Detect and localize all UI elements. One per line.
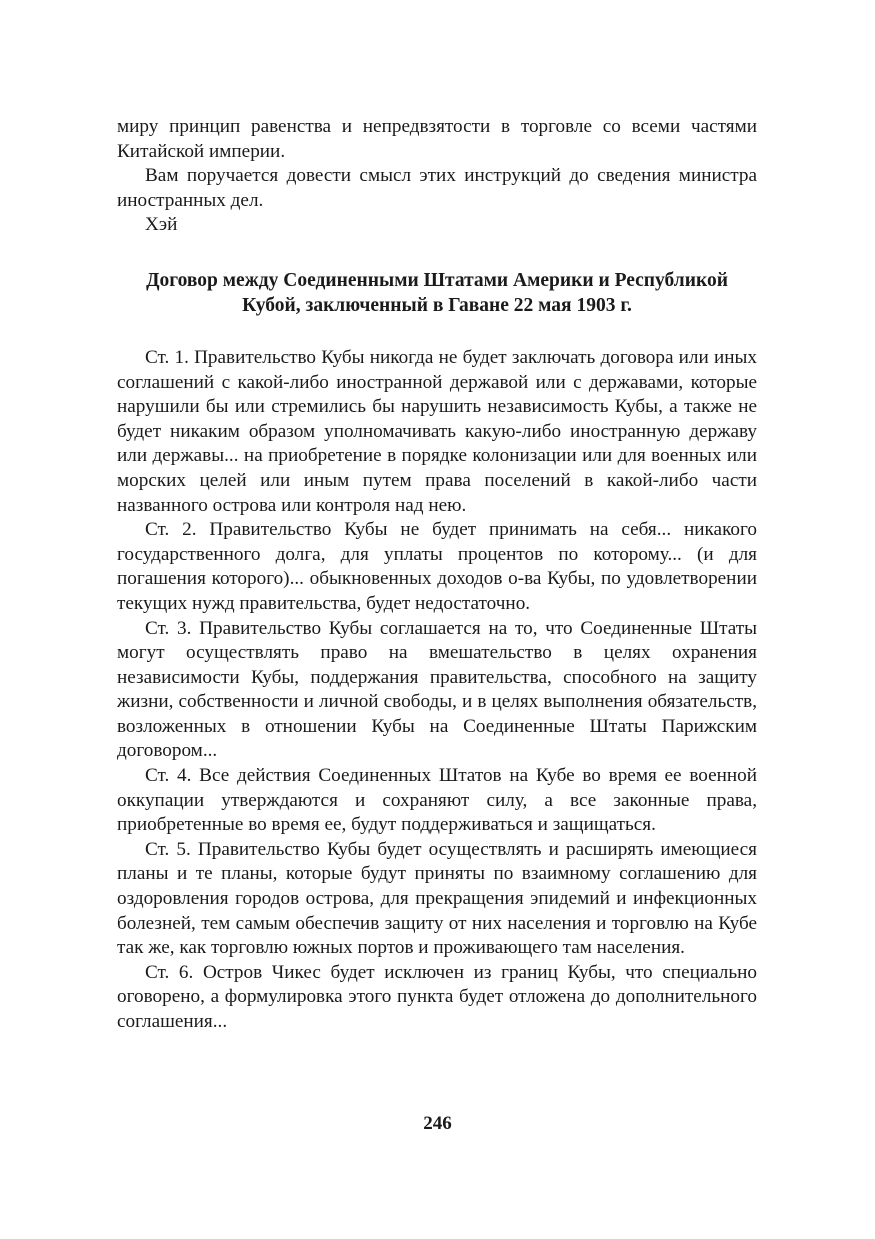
signature: Хэй [145, 214, 178, 236]
document-page [117, 115, 757, 1035]
continuation-paragraph: миру принцип равенства и непредвзятости в торговле со всеми частями Китайской империи. [117, 116, 757, 162]
page-number: 246 [423, 1113, 452, 1134]
instruction-paragraph: Вам поручается довести смысл этих инструкций до сведения министра иностранных дел. [117, 165, 757, 211]
treaty-title-line-2: Кубой, заключенный в Гаване 22 мая 1903 г. [242, 294, 632, 316]
article-3: Ст. 3. Правительство Кубы соглашается на то, что Соединенные Штаты могут осуществлять право на вмешательство в целях охранения независимости Кубы, поддержания правительства, способного на защиту жизни, собственности и личной свободы, и в целях выполнения обязательств, возложенных в отношении Кубы на Соединенные Штаты Парижским договором... [117, 617, 757, 762]
treaty-title-line-1: Договор между Соединенными Штатами Америки и Республикой [146, 269, 728, 291]
article-5: Ст. 5. Правительство Кубы будет осуществлять и расширять имеющиеся планы и те планы, которые будут приняты по взаимному соглашению для оздоровления городов острова, для прекращения эпидемий и инфекционных болезней, тем самым обеспечив защиту от них населения и торговлю на Кубе так же, как торговлю южных портов и проживающего там населения. [117, 838, 757, 959]
article-6: Ст. 6. Остров Чикес будет исключен из границ Кубы, что специально оговорено, а формулировка этого пункта будет отложена до дополнительного соглашения... [117, 961, 757, 1032]
article-2: Ст. 2. Правительство Кубы не будет принимать на себя... никакого государственного долга, для уплаты процентов по которому... (и для погашения которого)... обыкновенных доходов о-ва Кубы, по удовлетворении текущих нужд правительства, будет недостаточно. [117, 519, 757, 614]
article-1: Ст. 1. Правительство Кубы никогда не будет заключать договора или иных соглашений с какой-либо иностранной державой или с державами, которые нарушили бы или стремились бы нарушить независимость Кубы, а также не будет никаким образом уполномачивать какую-либо иностранную державу или державы... на приобретение в порядке колонизации или для военных или морских целей или иным путем права поселений в какой-либо части названного острова или контроля над нею. [117, 346, 757, 516]
treaty-title [117, 268, 757, 318]
article-4: Ст. 4. Все действия Соединенных Штатов на Кубе во время ее военной оккупации утверждаются и сохраняют силу, а все законные права, приобретенные во время ее, будут поддерживаться и защищаться. [117, 765, 757, 836]
